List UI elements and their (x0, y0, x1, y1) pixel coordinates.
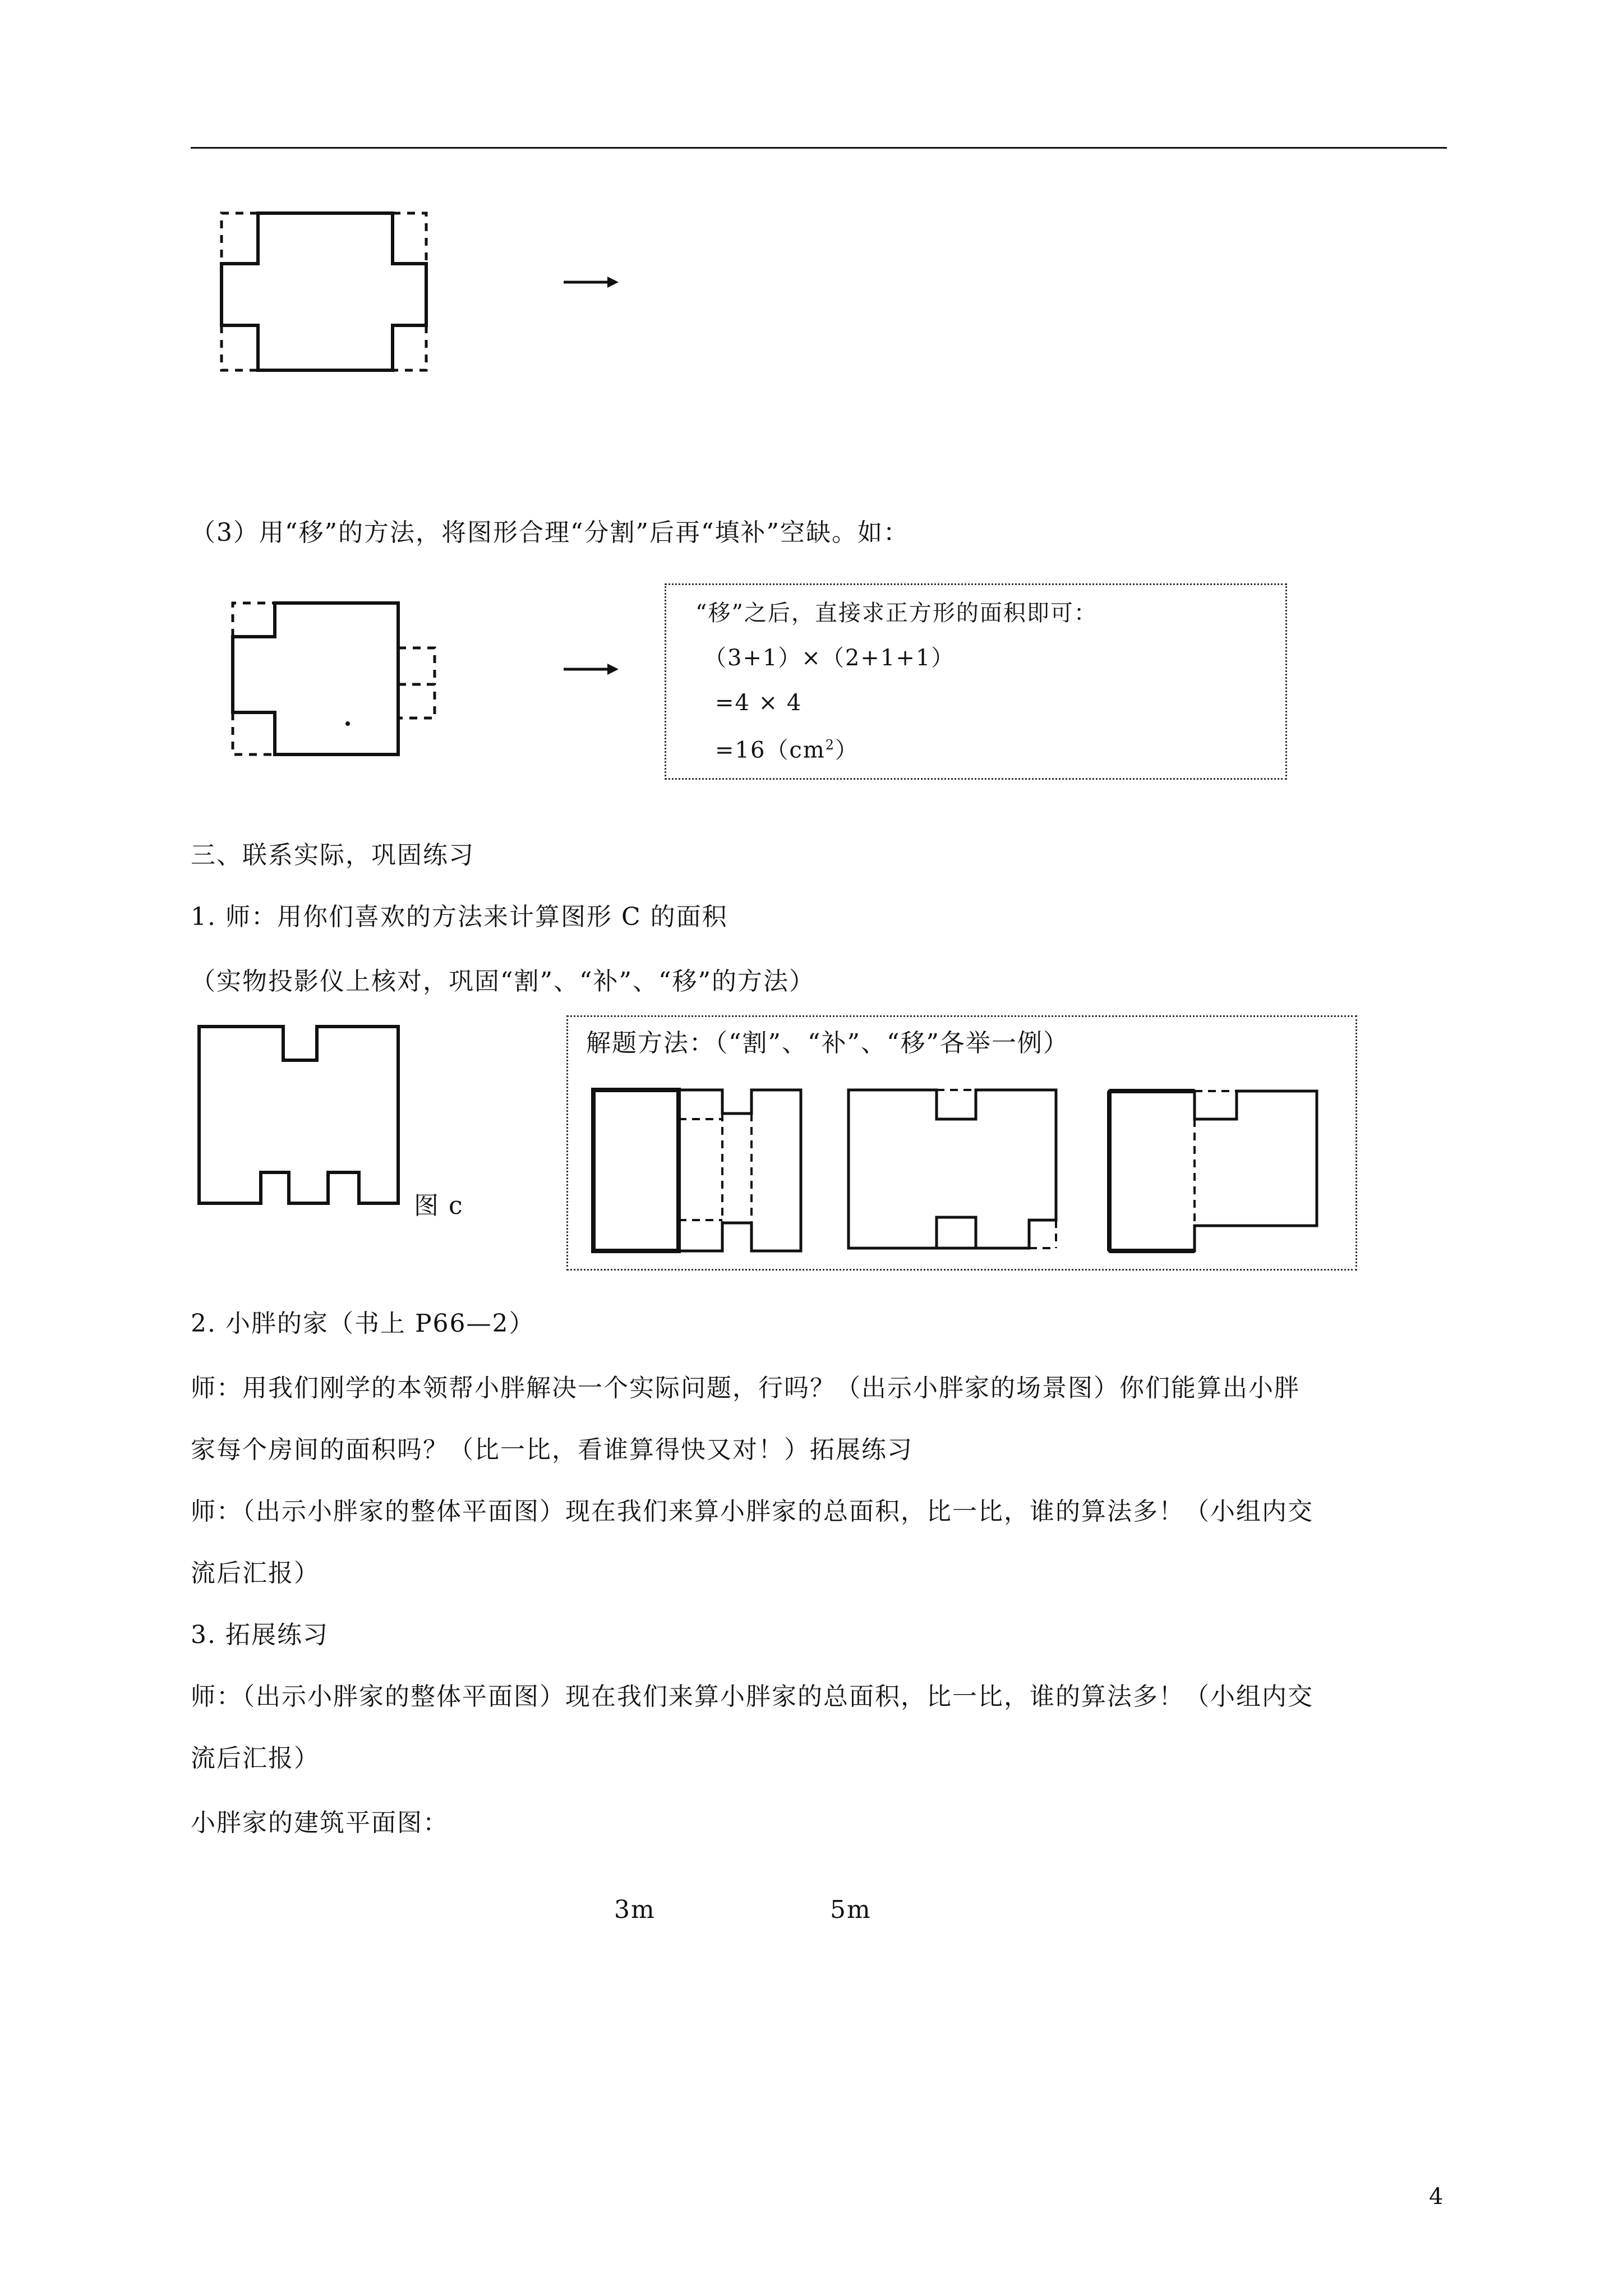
dimension-3m: 3m (614, 1895, 656, 1924)
figure-c-label: 图 c (414, 1191, 464, 1220)
item-1-text: 1. 师：用你们喜欢的方法来计算图形 C 的面积 (191, 903, 728, 931)
move-line-1: “移”之后，直接求正方形的面积即可： (695, 600, 1098, 626)
move-figure (222, 597, 457, 760)
move-line-4: $=16(cm^2)$ (715, 737, 859, 763)
dimension-5m: 5m (830, 1895, 872, 1924)
methods-title: 解题方法：（“割”、“补”、“移”各举一例） (586, 1029, 1069, 1057)
item-2-para1-line2: 家每个房间的面积吗？（比一比，看谁算得快又对！）拓展练习 (191, 1435, 913, 1464)
item-1-note: （实物投影仪上核对，巩固“割”、“补”、“移”的方法） (191, 967, 815, 996)
method-fill-figure (844, 1085, 1068, 1254)
step3-text: （3）用“移”的方法，将图形合理“分割”后再“填补”空缺。如： (191, 518, 909, 547)
item-3-para-line2: 流后汇报） (191, 1744, 320, 1773)
method-cut-figure (589, 1085, 813, 1254)
item-3-para-line1: 师：（出示小胖家的整体平面图）现在我们来算小胖家的总面积，比一比，谁的算法多！（小组内交 (191, 1682, 1313, 1711)
move-line-2: （3+1）×（2+1+1） (704, 645, 955, 671)
cross-figure-fill (213, 208, 437, 376)
item-2-title: 2. 小胖的家（书上 P66—2） (191, 1309, 535, 1338)
figure-c (196, 1024, 404, 1209)
page-number: 4 (1429, 2184, 1445, 2210)
arrow-icon (564, 661, 620, 678)
arrow-icon (564, 274, 620, 291)
method-move-figure (1105, 1085, 1329, 1254)
header-rule (191, 147, 1447, 149)
section-3-title: 三、联系实际，巩固练习 (191, 841, 474, 869)
move-line-3: =4 × 4 (715, 690, 803, 716)
item-3-title: 3. 拓展练习 (191, 1621, 329, 1649)
item-2-para2-line2: 流后汇报） (191, 1559, 320, 1588)
floor-plan-title: 小胖家的建筑平面图： (191, 1809, 449, 1837)
item-2-para1-line1: 师：用我们刚学的本领帮小胖解决一个实际问题，行吗？（出示小胖家的场景图）你们能算出小胖 (191, 1374, 1300, 1402)
item-2-para2-line1: 师：（出示小胖家的整体平面图）现在我们来算小胖家的总面积，比一比，谁的算法多！（小组内交 (191, 1497, 1313, 1526)
